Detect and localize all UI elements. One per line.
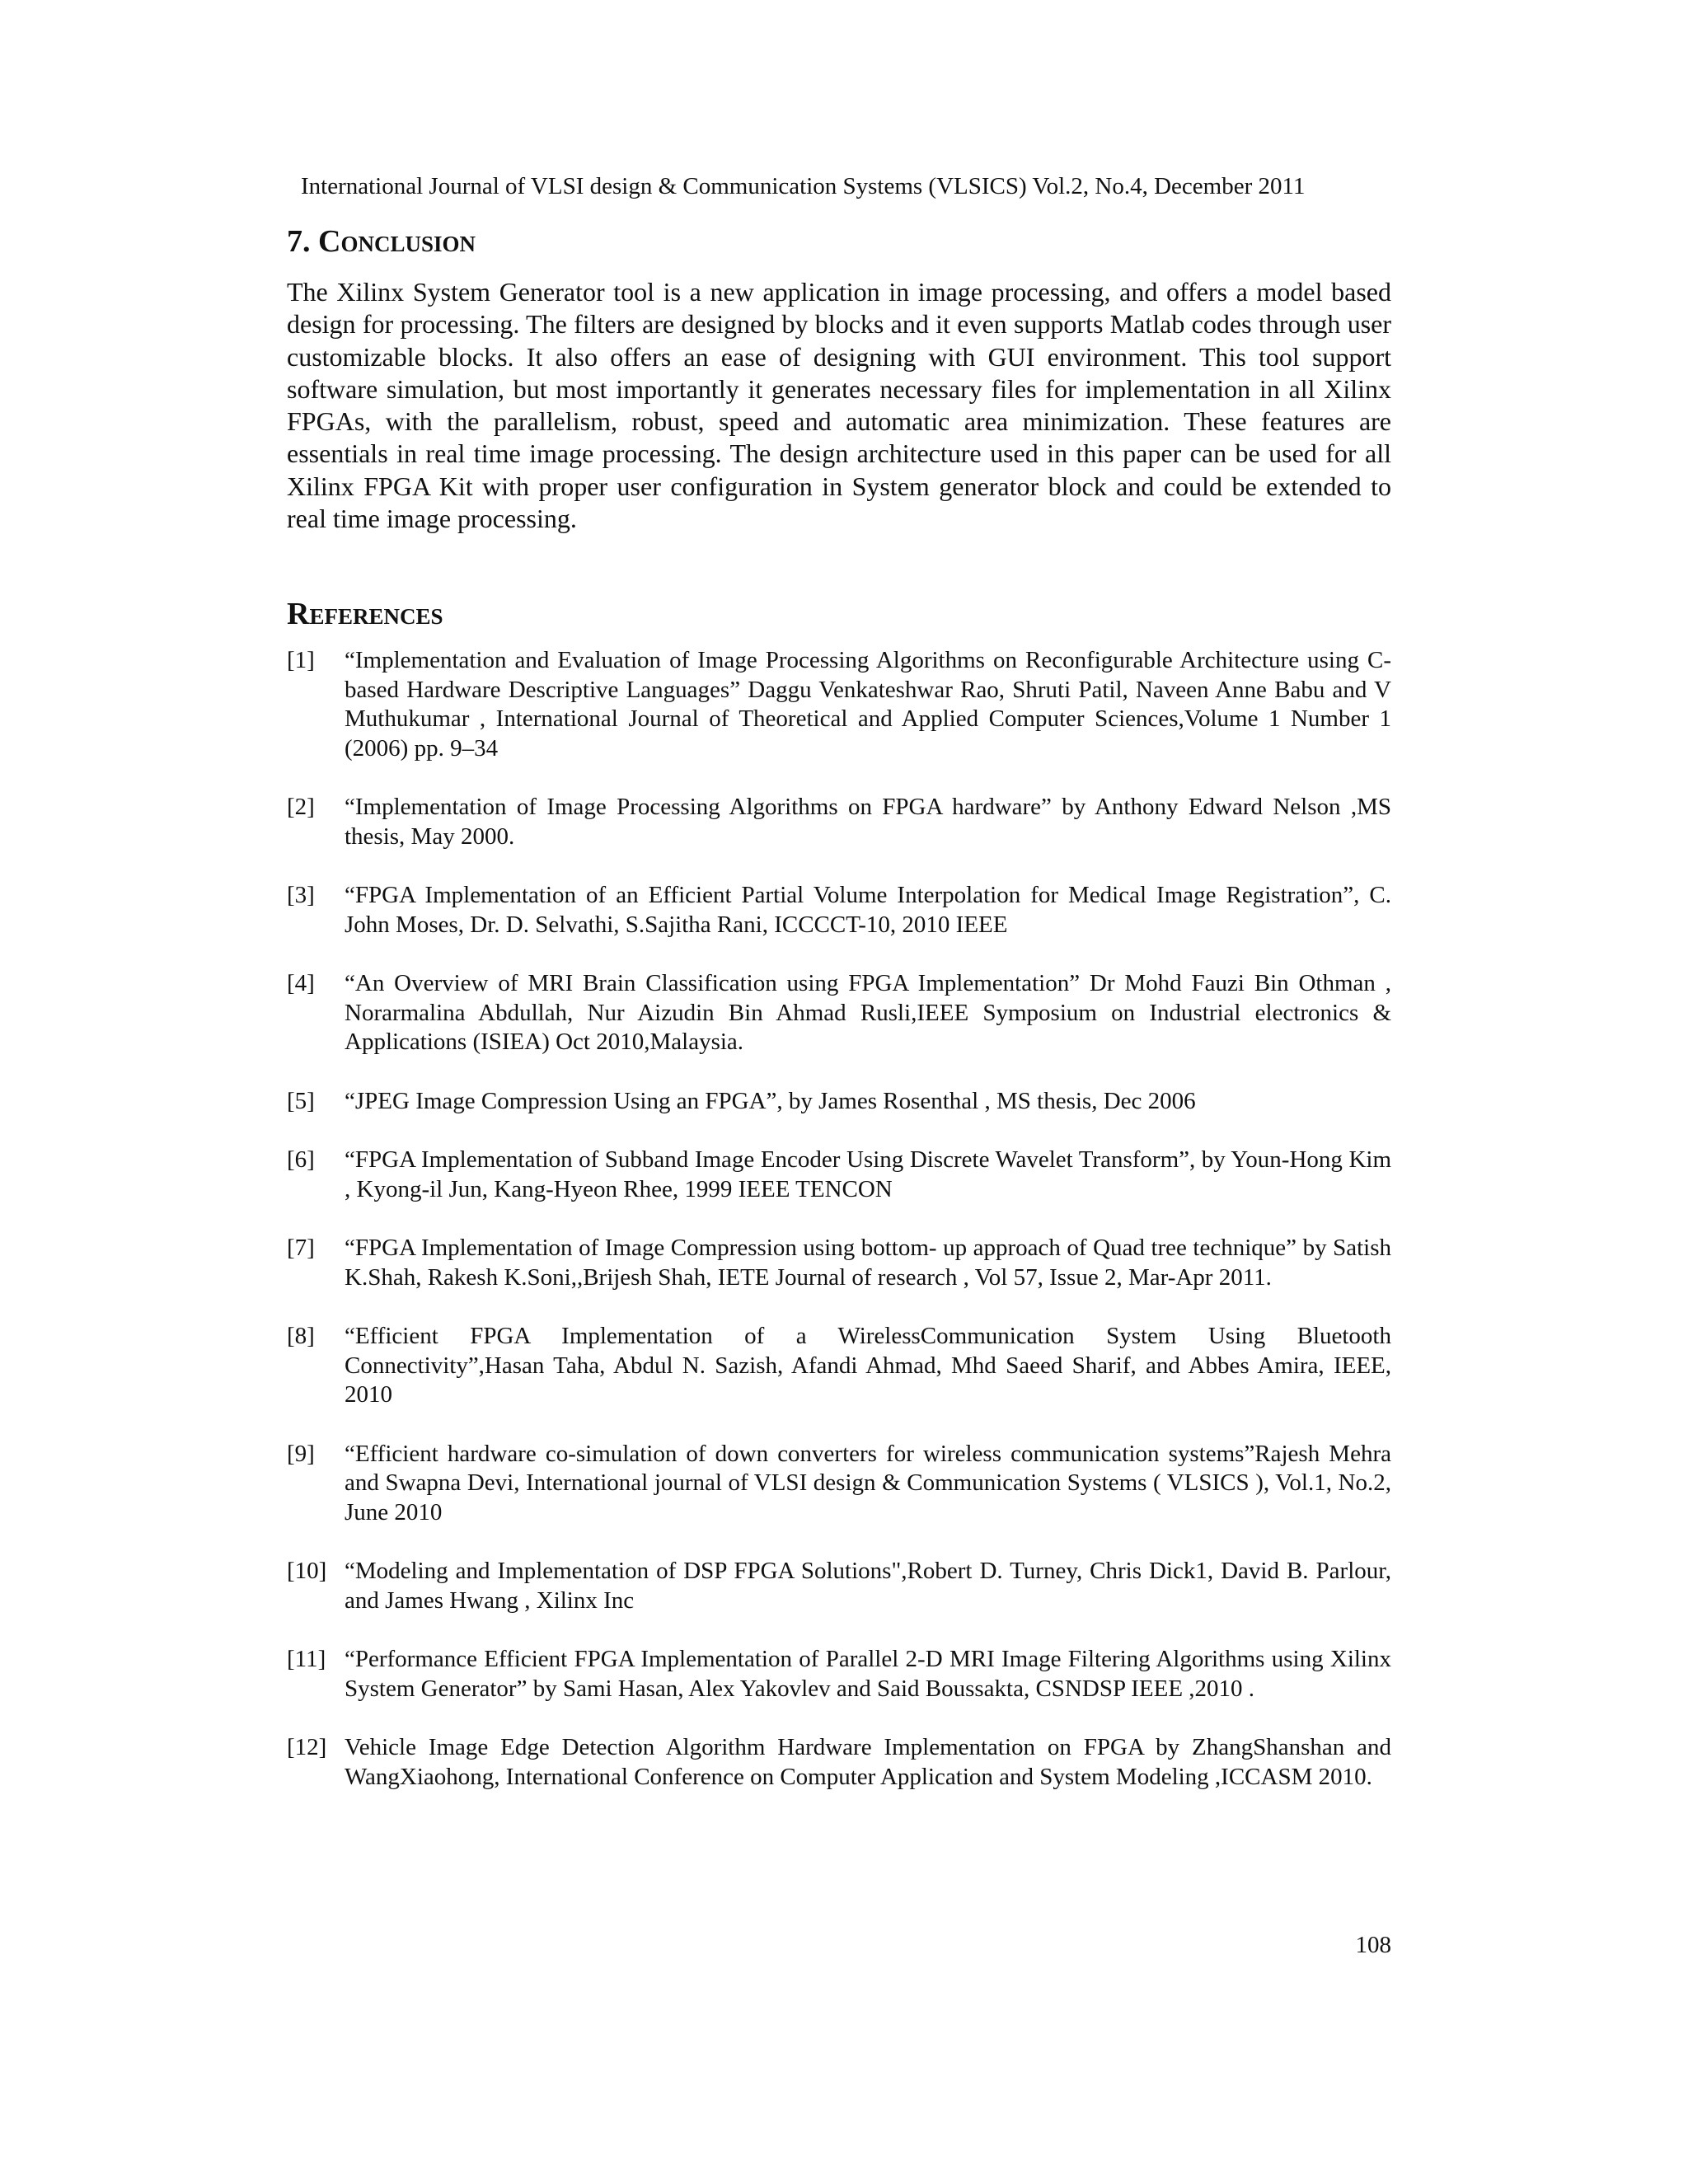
reference-text: “Efficient FPGA Implementation of a WirelessCommunication System Using Bluetooth Connectivity”,Hasan Taha, Abdul N. Sazish, Afandi Ahmad, Mhd Saeed Sharif, and Abbes Amira, IEEE, 2010: [345, 1323, 1391, 1408]
reference-text: “FPGA Implementation of Image Compression using bottom- up approach of Quad tree technique” by Satish K.Shah, Rakesh K.Soni,,Brijesh Shah, IETE Journal of research , Vol 57, Issue 2, Mar-Apr 2011.: [345, 1235, 1391, 1291]
reference-text: “JPEG Image Compression Using an FPGA”, by James Rosenthal , MS thesis, Dec 2006: [345, 1087, 1196, 1114]
reference-text: “Modeling and Implementation of DSP FPGA Solutions",Robert D. Turney, Chris Dick1, David B. Parlour, and James Hwang , Xilinx Inc: [345, 1558, 1391, 1614]
reference-item: [287, 646, 1391, 763]
references-title: References: [287, 597, 443, 631]
reference-text: “Performance Efficient FPGA Implementation of Parallel 2-D MRI Image Filtering Algorithms using Xilinx System Generator” by Sami Hasan, Alex Yakovlev and Said Boussakta, CSNDSP IEEE ,2010 .: [345, 1646, 1391, 1702]
conclusion-paragraph: The Xilinx System Generator tool is a new application in image processing, and offers a model based design for processing. The filters are designed by blocks and it even supports Matlab codes through user customizable blocks. It also offers an ease of designing with GUI environment. This tool support software simulation, but most importantly it generates necessary files for implementation in all Xilinx FPGAs, with the parallelism, robust, speed and automatic area minimization. These features are essentials in real time image processing. The design architecture used in this paper can be used for all Xilinx FPGA Kit with proper user configuration in System generator block and could be extended to real time image processing.: [287, 277, 1391, 534]
reference-number: [10]: [287, 1558, 327, 1584]
reference-list: [287, 646, 1391, 1821]
reference-item: [287, 1087, 1391, 1117]
reference-item: [287, 1733, 1391, 1792]
reference-number: [1]: [287, 647, 315, 673]
reference-item: [287, 969, 1391, 1057]
reference-text: “An Overview of MRI Brain Classification using FPGA Implementation” Dr Mohd Fauzi Bin Othman , Norarmalina Abdullah, Nur Aizudin Bin Ahmad Rusli,IEEE Symposium on Industrial electronics & Applications (ISIEA) Oct 2010,Malaysia.: [345, 970, 1391, 1055]
reference-number: [2]: [287, 794, 315, 820]
reference-item: [287, 793, 1391, 851]
reference-number: [6]: [287, 1146, 315, 1173]
reference-number: [7]: [287, 1235, 315, 1261]
reference-number: [11]: [287, 1646, 326, 1672]
reference-item: [287, 1557, 1391, 1615]
reference-text: “FPGA Implementation of Subband Image Encoder Using Discrete Wavelet Transform”, by Youn-Hong Kim , Kyong-il Jun, Kang-Hyeon Rhee, 1999 IEEE TENCON: [345, 1146, 1391, 1202]
reference-text: “Implementation of Image Processing Algorithms on FPGA hardware” by Anthony Edward Nelson ,MS thesis, May 2000.: [345, 794, 1391, 850]
reference-item: [287, 1234, 1391, 1292]
reference-item: [287, 1146, 1391, 1204]
reference-number: [9]: [287, 1440, 315, 1467]
section-number: 7.: [287, 224, 311, 259]
section-title: Conclusion: [318, 224, 476, 259]
running-header: International Journal of VLSI design & Communication Systems (VLSICS) Vol.2, No.4, December 2011: [301, 173, 1306, 199]
reference-item: [287, 1645, 1391, 1704]
conclusion-heading: [287, 223, 476, 260]
references-heading: [287, 595, 443, 633]
reference-text: Vehicle Image Edge Detection Algorithm Hardware Implementation on FPGA by ZhangShanshan and WangXiaohong, International Conference on Computer Application and System Modeling ,ICCASM 2010.: [345, 1734, 1391, 1790]
reference-text: “FPGA Implementation of an Efficient Partial Volume Interpolation for Medical Image Registration”, C. John Moses, Dr. D. Selvathi, S.Sajitha Rani, ICCCCT-10, 2010 IEEE: [345, 882, 1391, 938]
reference-number: [8]: [287, 1323, 315, 1349]
reference-number: [5]: [287, 1087, 315, 1114]
reference-item: [287, 1440, 1391, 1528]
reference-text: “Efficient hardware co-simulation of down converters for wireless communication systems”Rajesh Mehra and Swapna Devi, International journal of VLSI design & Communication Systems ( VLSICS ), Vol.1, No.2, June 2010: [345, 1440, 1391, 1526]
reference-number: [4]: [287, 970, 315, 996]
reference-number: [12]: [287, 1734, 327, 1760]
reference-item: [287, 881, 1391, 940]
page-number: 108: [1355, 1932, 1391, 1958]
reference-number: [3]: [287, 882, 315, 908]
reference-item: [287, 1322, 1391, 1410]
reference-text: “Implementation and Evaluation of Image Processing Algorithms on Reconfigurable Architecture using C-based Hardware Descriptive Languages” Daggu Venkateshwar Rao, Shruti Patil, Naveen Anne Babu and V Muthukumar , International Journal of Theoretical and Applied Computer Sciences,Volume 1 Number 1 (2006) pp. 9–34: [345, 647, 1391, 762]
